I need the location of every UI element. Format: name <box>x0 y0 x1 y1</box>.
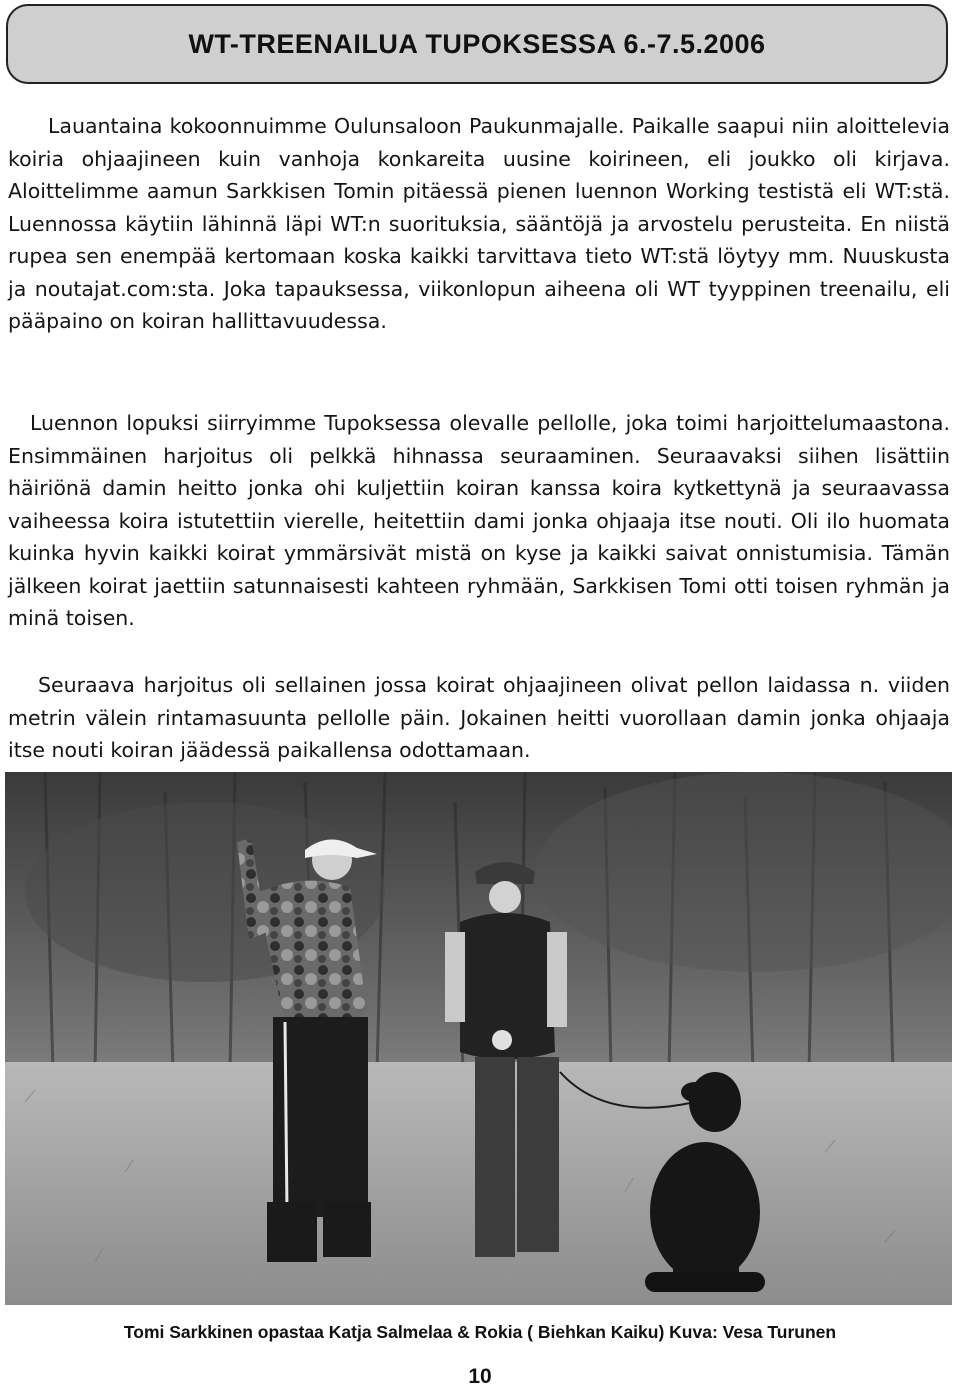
paragraph-3: Seuraava harjoitus oli sellainen jossa koirat ohjaajineen olivat pellon laidassa n. viiden metrin välein rintamasuunta pellolle päin. Jokainen heitti vuorollaan damin jonka ohjaaja itse nouti koiran jäädessä paikallensa odottamaan. <box>8 673 950 762</box>
page-title: WT-TREENAILUA TUPOKSESSA 6.-7.5.2006 <box>188 28 766 59</box>
photo-caption: Tomi Sarkkinen opastaa Katja Salmelaa & Rokia ( Biehkan Kaiku) Kuva: Vesa Turunen <box>123 1322 837 1342</box>
paragraph-2: Luennon lopuksi siirryimme Tupoksessa olevalle pellolle, joka toimi harjoittelumaastona. Ensimmäinen harjoitus oli pelkkä hihnassa seuraaminen. Seuraavaksi siihen lisättiin häiriönä damin heitto jonka ohi kuljettiin koiran kanssa koira kytkettynä ja seuraavassa vaiheessa koira istutettiin vierelle, heitettiin dami jonka ohjaaja itse nouti. Oli ilo huomata kuinka hyvin kaikki koirat ymmärsivät mistä on kyse ja kaikki saivat onnistumisia. Tämän jälkeen koirat jaettiin satunnaisesti kahteen ryhmään, Sarkkisen Tomi otti toisen ryhmän ja minä toisen. <box>8 411 950 630</box>
page-number: 10 <box>468 1365 492 1388</box>
paragraph-1: Lauantaina kokoonnuimme Oulunsaloon Paukunmajalle. Paikalle saapui niin aloittelevia koiria ohjaajineen kuin vanhoja konkareita uusine koirineen, eli joukko oli kirjava. Aloittelimme aamun Sarkkisen Tomin pitäessä pienen luennon Working testistä eli WT:stä. Luennossa käytiin lähinnä läpi WT:n suorituksia, sääntöjä ja arvostelu perusteita. En niistä rupea sen enempää kertomaan koska kaikki tarvittava tieto WT:stä löytyy mm. Nuuskusta ja noutajat.com:sta. Joka tapauksessa, viikonlopun aiheena oli WT tyyppinen treenailu, eli pääpaino on koiran hallittavuudessa. <box>8 114 950 333</box>
article-photo <box>5 772 952 1305</box>
title-banner <box>6 4 948 84</box>
photo-illustration <box>5 772 952 1305</box>
